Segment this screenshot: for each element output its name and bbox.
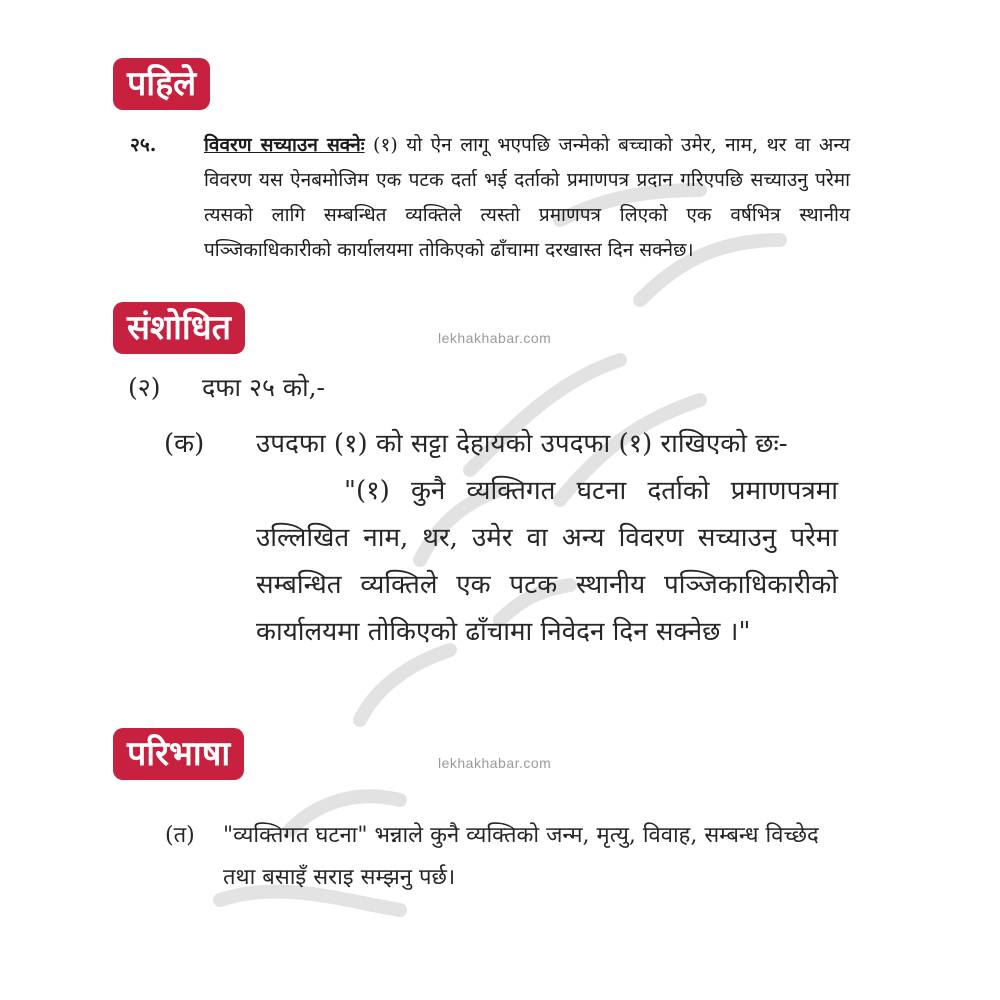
definition-badge: परिभाषा (113, 728, 244, 780)
amended-badge: संशोधित (113, 302, 245, 354)
original-paragraph (204, 128, 850, 268)
definition-text: "व्यक्तिगत घटना" भन्नाले कुनै व्यक्तिको जन्म, मृत्यु, विवाह, सम्बन्ध विच्छेद तथा बसाइँ सराइ सम्झनु पर्छ। (223, 823, 819, 890)
amendment-intro: दफा २५ को,- (202, 373, 325, 402)
site-watermark: lekhakhabar.com (438, 330, 552, 346)
amendment-number: (२) (128, 373, 161, 402)
site-watermark: lekhakhabar.com (438, 755, 552, 771)
amendment-intro-line (128, 368, 848, 408)
amended-quote: "(१) कुनै व्यक्तिगत घटना दर्ताको प्रमाणपत्रमा उल्लिखित नाम, थर, उमेर वा अन्य विवरण सच्याउनु परेमा सम्बन्धित व्यक्तिले एक पटक स्थानीय पञ्जिकाधिकारीको कार्यालयमा तोकिएको ढाँचामा निवेदन दिन सक्नेछ ।" (256, 476, 838, 647)
clause-text: उपदफा (१) को सट्टा देहायको उपदफा (१) राखिएको छः- (256, 429, 788, 459)
section-heading: विवरण सच्याउन सक्नेः (204, 134, 365, 156)
clause-label: (क) (164, 429, 205, 459)
section-number: २५. (130, 134, 157, 156)
original-text: (१) यो ऐन लागू भएपछि जन्मेको बच्चाको उमेर, नाम, थर वा अन्य विवरण यस ऐनबमोजिम एक पटक दर्ता भई दर्ताको प्रमाणपत्र प्रदान गरिएपछि सच्याउनु परेमा त्यसको लागि सम्बन्धित व्यक्तिले त्यस्तो प्रमाणपत्र लिएको एक वर्षभित्र स्थानीय पञ्जिकाधिकारीको कार्यालयमा तोकिएको ढाँचामा दरखास्त दिन सक्नेछ। (204, 134, 850, 261)
original-section (130, 128, 850, 268)
definition-label: (त) (165, 823, 195, 848)
amended-section (128, 368, 848, 656)
definition-section (165, 815, 825, 899)
before-badge: पहिले (113, 58, 210, 110)
amendment-clause (128, 420, 848, 468)
